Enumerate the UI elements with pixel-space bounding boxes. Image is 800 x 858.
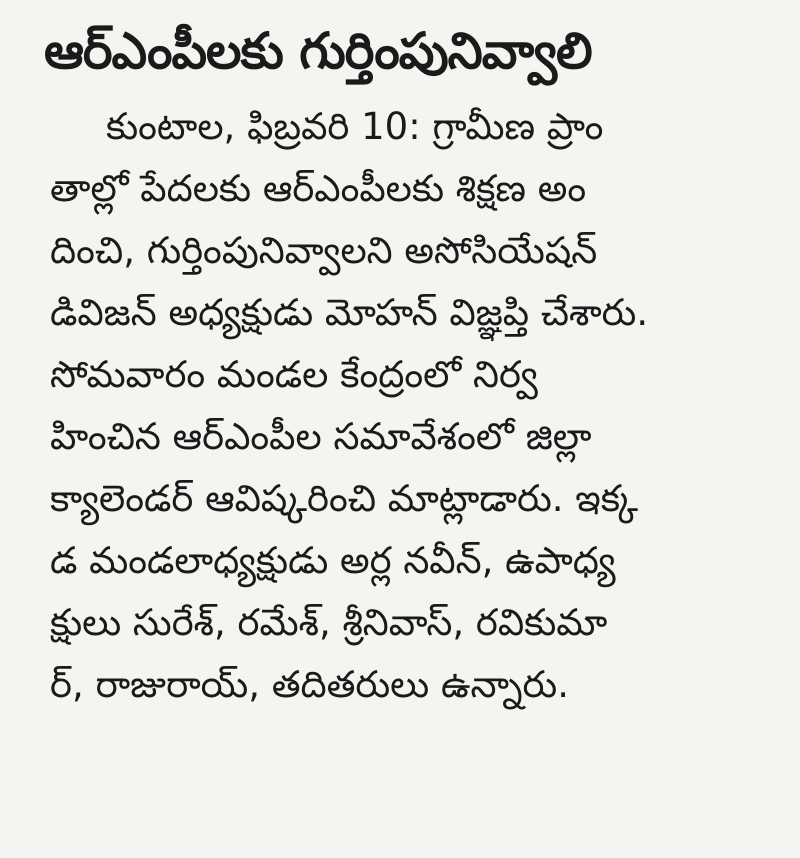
- body-line: ర్, రాజురాయ్, తదితరులు ఉన్నారు.: [50, 663, 569, 706]
- body-line: క్షులు సురేశ్, రమేశ్, శ్రీనివాస్, రవికుమా: [50, 601, 608, 644]
- article-body: [50, 96, 772, 716]
- body-line: హించిన ఆర్‌ఎంపీల సమావేశంలో జిల్లా: [50, 415, 592, 458]
- body-line: దించి, గుర్తింపునివ్వాలని అసోసియేషన్: [50, 229, 598, 272]
- body-line: డ మండలాధ్యక్షుడు అర్ల నవీన్, ఉపాధ్య: [50, 539, 616, 582]
- body-line: క్యాలెండర్ ఆవిష్కరించి మాట్లాడారు. ఇక్క: [50, 477, 638, 520]
- headline: ఆర్‌ఎంపీలకు గుర్తింపునివ్వాలి: [44, 22, 592, 80]
- body-line: కుంటాల, ఫిబ్రవరి 10: గ్రామీణ ప్రాం: [106, 105, 604, 148]
- body-line: తాల్లో పేదలకు ఆర్‌ఎంపీలకు శిక్షణ అం: [50, 167, 587, 210]
- body-line: డివిజన్ అధ్యక్షుడు మోహన్ విజ్ఞప్తి చేశారు.: [50, 291, 649, 334]
- body-line: సోమవారం మండల కేంద్రంలో నిర్వ: [50, 353, 538, 396]
